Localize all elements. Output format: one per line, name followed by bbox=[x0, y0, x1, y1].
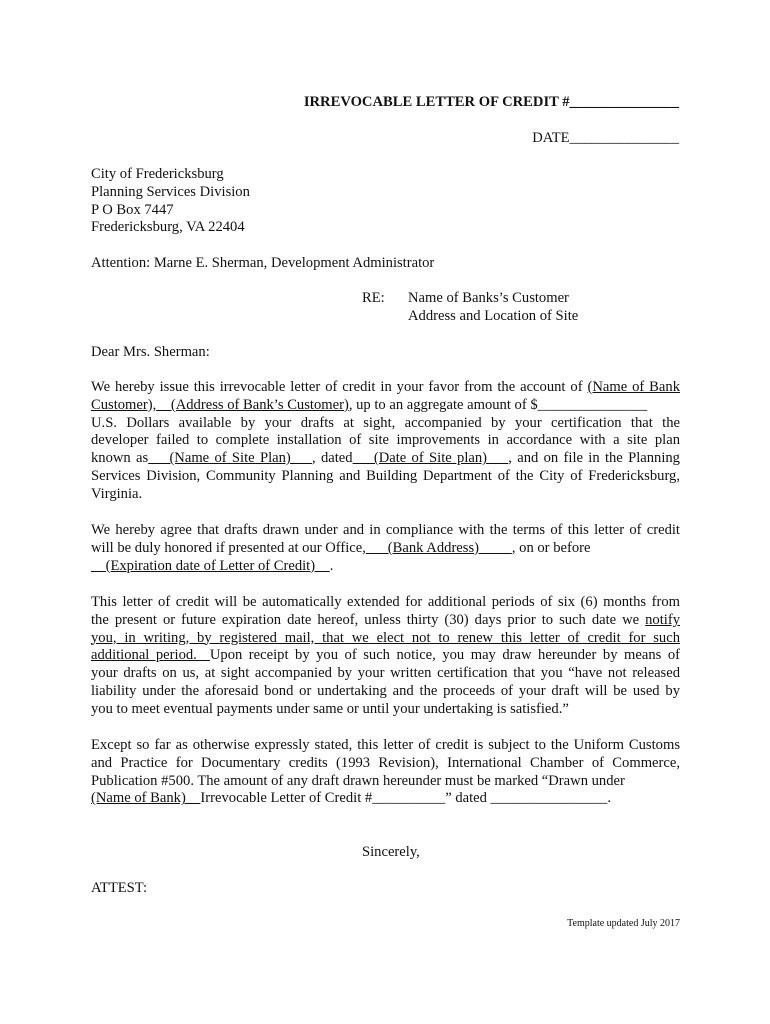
paragraph-line: and Practice for Documentary credits (1993 Revision), International Chamber of Commerce, bbox=[91, 754, 680, 771]
paragraph-line: Except so far as otherwise expressly stated, this letter of credit is subject to the Uniform Customs bbox=[91, 737, 680, 753]
paragraph-line: Virginia. bbox=[91, 485, 143, 502]
paragraph-honor bbox=[91, 522, 680, 575]
date-line: DATE_______________ bbox=[532, 130, 679, 146]
paragraph-line: additional period. Upon receipt by you of such notice, you may draw hereunder by means of bbox=[91, 647, 680, 664]
paragraph-line: the present or future expiration date hereof, unless thirty (30) days prior to such date we notify bbox=[91, 611, 680, 628]
re-label: RE: bbox=[362, 290, 385, 306]
paragraph-line: (Expiration date of Letter of Credit) . bbox=[91, 557, 334, 574]
salutation: Dear Mrs. Sherman: bbox=[91, 344, 210, 360]
paragraph-line: will be duly honored if presented at our Office, (Bank Address) , on or before bbox=[91, 539, 591, 556]
address-line-3: P O Box 7447 bbox=[91, 201, 174, 218]
template-footer: Template updated July 2017 bbox=[567, 918, 680, 929]
address-line-4: Fredericksburg, VA 22404 bbox=[91, 219, 245, 236]
paragraph-issue bbox=[91, 379, 680, 504]
paragraph-extension bbox=[91, 594, 680, 719]
paragraph-terms bbox=[91, 737, 680, 808]
paragraph-line: Services Division, Community Planning and Building Department of the City of Fredericksburg, bbox=[91, 467, 680, 484]
paragraph-line: liability under the aforesaid bond or undertaking and the proceeds of your draft will be used by bbox=[91, 682, 680, 699]
paragraph-line: Customer), (Address of Bank’s Customer), up to an aggregate amount of $_______________ bbox=[91, 396, 648, 413]
closing: Sincerely, bbox=[362, 844, 420, 860]
paragraph-line: your drafts on us, at sight accompanied by your written certification that you “have not released bbox=[91, 665, 680, 682]
paragraph-line: developer failed to complete installation of site improvements in accordance with a site plan bbox=[91, 432, 680, 449]
re-line-2: Address and Location of Site bbox=[408, 307, 579, 324]
attention-line: Attention: Marne E. Sherman, Development Administrator bbox=[91, 255, 435, 271]
paragraph-line: This letter of credit will be automatically extended for additional periods of six (6) months from bbox=[91, 594, 680, 610]
paragraph-line: Publication #500. The amount of any draft drawn hereunder must be marked “Drawn under bbox=[91, 772, 625, 789]
letter-title: IRREVOCABLE LETTER OF CREDIT #_______________ bbox=[303, 94, 679, 110]
paragraph-line: you to meet eventual payments under same or until your undertaking is satisfied.” bbox=[91, 700, 569, 717]
paragraph-line: known as (Name of Site Plan) , dated (Date of Site plan) , and on file in the Planning bbox=[91, 450, 680, 467]
re-subject bbox=[408, 290, 578, 326]
attest-label: ATTEST: bbox=[91, 880, 148, 896]
paragraph-line: We hereby issue this irrevocable letter of credit in your favor from the account of (Name of Bank bbox=[91, 379, 680, 395]
paragraph-line: U.S. Dollars available by your drafts at sight, accompanied by your certification that the bbox=[91, 414, 680, 431]
paragraph-line: (Name of Bank) Irrevocable Letter of Credit #__________” dated ________________. bbox=[91, 790, 611, 807]
paragraph-line: you, in writing, by registered mail, that we elect not to renew this letter of credit for such bbox=[91, 629, 680, 646]
re-line-1: Name of Banks’s Customer bbox=[408, 290, 569, 306]
address-line-1: City of Fredericksburg bbox=[91, 166, 224, 182]
paragraph-line: We hereby agree that drafts drawn under and in compliance with the terms of this letter of credit bbox=[91, 522, 680, 538]
address-line-2: Planning Services Division bbox=[91, 183, 250, 200]
recipient-address bbox=[91, 166, 250, 237]
